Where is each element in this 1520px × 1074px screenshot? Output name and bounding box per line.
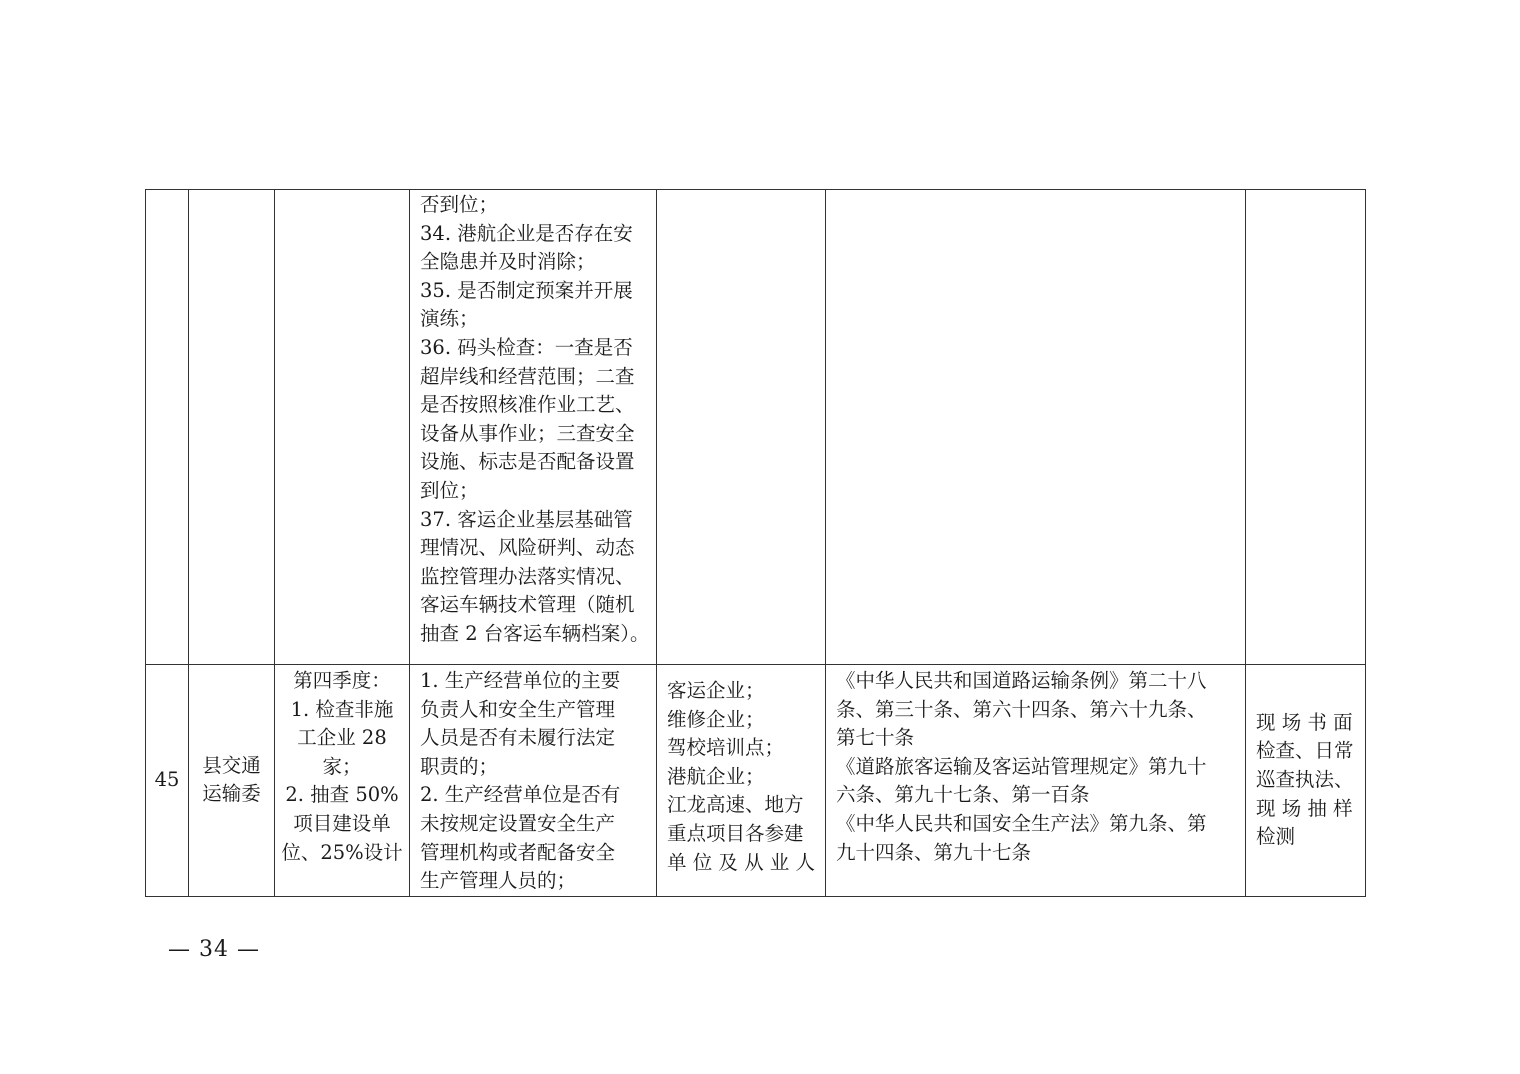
cell-legal-basis-empty — [826, 190, 1246, 665]
text-line: 六条、第九十七条、第一百条 — [836, 783, 1090, 807]
inspection-table — [145, 189, 1366, 897]
text-line: 否到位； — [420, 193, 499, 216]
text-line: 理情况、风险研判、动态 — [420, 536, 635, 560]
text-line: 客运企业； — [667, 679, 765, 702]
table-row-continued — [146, 190, 1366, 665]
text-line: 客运车辆技术管理（随机 — [420, 593, 635, 617]
text-line: 36. 码头检查：一查是否 — [420, 335, 633, 359]
page-number: — 34 — — [168, 937, 260, 962]
cell-method — [1246, 665, 1366, 897]
cell-department-empty — [189, 190, 275, 665]
text-line: 九十四条、第九十七条 — [836, 840, 1032, 864]
text-line: 工企业 28 — [297, 726, 387, 750]
cell-method-empty — [1246, 190, 1366, 665]
inspection-method — [1256, 709, 1359, 852]
text-line: 人员是否有未履行法定 — [420, 726, 616, 750]
cell-targets — [657, 665, 826, 897]
text-line: 职责的； — [420, 754, 499, 778]
text-line: 驾校培训点； — [667, 736, 785, 760]
cell-row-index — [146, 665, 189, 897]
legal-basis-text — [836, 667, 1239, 867]
text-line: 抽查 2 台客运车辆档案）。 — [420, 621, 650, 645]
check-content-list — [420, 191, 650, 649]
cell-check-content — [410, 665, 657, 897]
text-line: 港航企业； — [667, 764, 765, 788]
text-line: 2. 生产经营单位是否有 — [420, 783, 621, 807]
text-line: 条、第三十条、第六十四条、第六十九条、 — [836, 697, 1207, 721]
text-line: 第四季度： — [293, 669, 391, 692]
text-line: 位、25%设计 — [281, 840, 403, 864]
cell-schedule-empty — [275, 190, 410, 665]
cell-check-content-continued — [410, 190, 657, 665]
text-line: 超岸线和经营范围；二查 — [420, 364, 635, 388]
text-line: 到位； — [420, 478, 479, 502]
text-line: 35. 是否制定预案并开展 — [420, 278, 633, 302]
text-line: 1. 生产经营单位的主要 — [420, 669, 621, 692]
text-line: 项目建设单 — [293, 811, 391, 835]
text-line: 维修企业； — [667, 707, 765, 731]
cell-schedule — [275, 665, 410, 897]
cell-legal-basis — [826, 665, 1246, 897]
text-line: 生产管理人员的； — [420, 869, 577, 893]
text-line: 现 场 书 面 — [1256, 710, 1353, 734]
text-line: 重点项目各参建 — [667, 821, 804, 845]
department-name — [189, 752, 274, 809]
text-line: 《道路旅客运输及客运站管理规定》第九十 — [836, 754, 1207, 778]
text-line: 检查、日常 — [1256, 739, 1354, 763]
text-line: 县交通 — [202, 753, 261, 777]
text-line: 设施、标志是否配备设置 — [420, 450, 635, 474]
text-line: 运输委 — [202, 782, 261, 806]
text-line: 全隐患并及时消除； — [420, 250, 596, 274]
text-line: 负责人和安全生产管理 — [420, 697, 616, 721]
cell-targets-empty — [657, 190, 826, 665]
cell-index-empty — [146, 190, 189, 665]
targets-list — [667, 665, 819, 877]
text-line: 未按规定设置安全生产 — [420, 811, 616, 835]
text-line: 演练； — [420, 307, 479, 331]
text-line: 34. 港航企业是否存在安 — [420, 221, 633, 245]
text-line: 是否按照核准作业工艺、 — [420, 393, 635, 417]
text-line: 家； — [322, 754, 362, 778]
schedule-text — [275, 667, 409, 867]
text-line: 江龙高速、地方 — [667, 793, 804, 817]
text-line: 第七十条 — [836, 726, 915, 750]
cell-department — [189, 665, 275, 897]
check-content-list — [420, 667, 650, 896]
text-line: 2. 抽查 50% — [285, 783, 399, 807]
text-line: 监控管理办法落实情况、 — [420, 564, 635, 588]
text-line: 设备从事作业；三查安全 — [420, 421, 635, 445]
text-line: 单 位 及 从 业 人 — [667, 850, 815, 874]
text-line: 《中华人民共和国安全生产法》第九条、第 — [836, 811, 1207, 835]
row-index: 45 — [154, 768, 180, 792]
text-line: 《中华人民共和国道路运输条例》第二十八 — [836, 669, 1207, 692]
text-line: 37. 客运企业基层基础管 — [420, 507, 633, 531]
text-line: 管理机构或者配备安全 — [420, 840, 616, 864]
text-line: 巡查执法、 — [1256, 768, 1354, 792]
table-row-45 — [146, 665, 1366, 897]
text-line: 检测 — [1256, 825, 1296, 849]
text-line: 现 场 抽 样 — [1256, 796, 1353, 820]
text-line: 1. 检查非施 — [290, 697, 394, 721]
